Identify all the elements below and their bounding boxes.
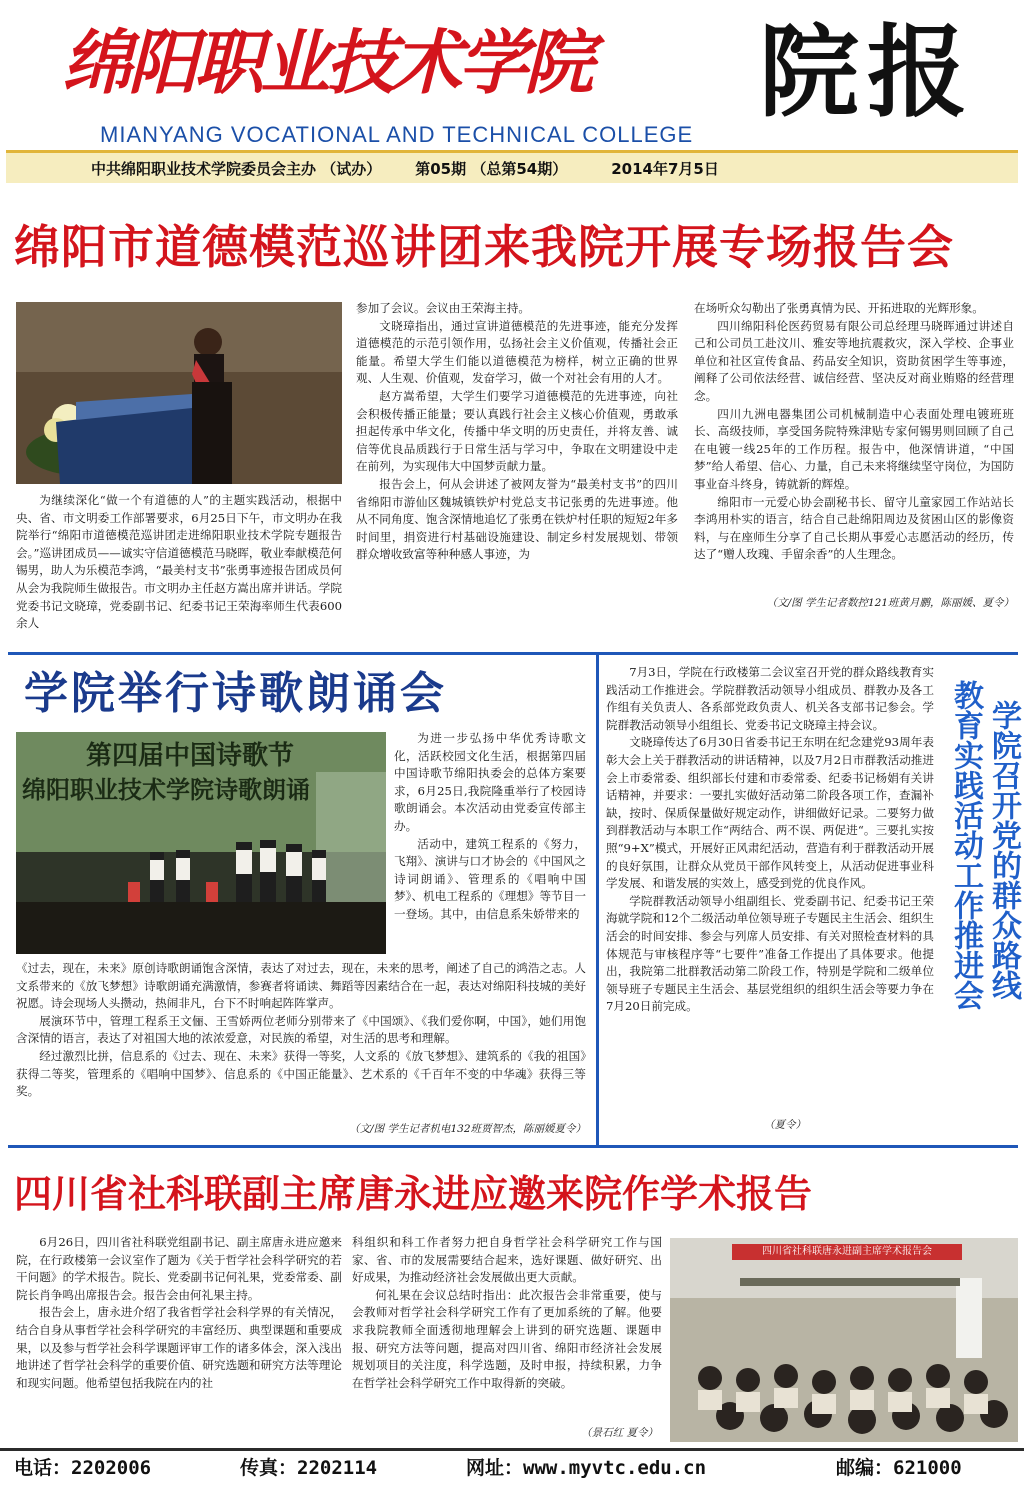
issue-number: 第05期 （总第54期）	[415, 159, 568, 178]
article1-headline: 绵阳市道德模范巡讲团来我院开展专场报告会	[14, 220, 954, 274]
issue-date: 2014年7月5日	[611, 159, 719, 178]
article3-vertical-title-2: 教育实践活动工作推进会	[948, 680, 983, 1010]
article4-photo	[670, 1238, 1018, 1442]
section-divider-top	[8, 652, 1018, 655]
article4-col1-para-2: 报告会上，唐永进介绍了我省哲学社会科学界的有关情况，结合自身从事哲学社会科学研究的丰富经历、典型课题和重要成果，以及参与哲学社会科学课题评审工作的诸多体会，深入浅出地讲述了哲学社会科学的重要价值、研究选题和研究方法等理论和现实问题。他希望包括我院在内的社	[16, 1305, 342, 1390]
article1-column-1	[16, 492, 342, 652]
article1-column-3	[694, 300, 1014, 590]
photo-banner-festival: 第四届中国诗歌节	[86, 741, 295, 771]
article2-full-para-2: 展演环节中，管理工程系王文俪、王雪娇两位老师分别带来了《中国颂》、《我们爱你啊，中国》，她们用饱含深情的语言，表达了对祖国大地的浓浓爱意，对民族的希望，对生活的思考和理解。	[16, 1013, 586, 1046]
article4-column-1	[16, 1234, 342, 1444]
article4-headline: 四川省社科联副主席唐永进应邀来院作学术报告	[14, 1172, 813, 1216]
article4-col2-para-1: 科组织和科工作者努力把自身哲学社会科学研究工作与国家、省、市的发展需要结合起来，选好课题、做好研究、出好成果，为推动经济社会发展做出更大贡献。	[352, 1235, 662, 1285]
section-divider-bottom	[8, 1145, 1018, 1148]
article2-full-column	[16, 960, 586, 1124]
masthead-newspaper-name: 院报	[759, 14, 975, 131]
article1-col2-para-2: 文晓璋指出，通过宣讲道德模范的先进事迹，能充分发挥道德模范的示范引领作用，弘扬社会主义价值观，传播社会正能量。希望大学生们能以道德模范为榜样，树立正确的世界观、人生观、价值观，发奋学习，做一个对社会有用的人才。	[356, 318, 678, 386]
article3-column	[606, 664, 934, 1108]
article1-col3-para-2: 四川绵阳科伦医药贸易有限公司总经理马晓晖通过讲述自己和公司员工赴汶川、雅安等地抗震救灾，深入学校、企事业单位和社区宣传食品、药品安全知识，资助贫困学生等事迹，阐释了公司依法经营、诚信经营、坚决反对商业贿赂的经营理念。	[694, 318, 1014, 403]
issue-info-bar	[6, 150, 1018, 183]
article3-para-3: 学院群教活动领导小组副组长、党委副书记、纪委书记王荣海就学院和12个二级活动单位领导班子专题民主生活会、组织生活会的时间安排、参会与列席人员安排、有关对照检查材料的具体规范与审核程序等“七要件”准备工作提出了具体要求。他提出，我院第二批群教活动第二阶段工作，特别是学院和二级单位领导班子专题民主生活会、基层党组织的组织生活会等要力争在7月20日前完成。	[606, 893, 934, 1014]
article4-column-2	[352, 1234, 662, 1422]
article1-column-2	[356, 300, 678, 638]
photo-banner-college: 绵阳职业技术学院诗歌朗诵	[22, 775, 310, 804]
article2-headline: 学院举行诗歌朗诵会	[24, 668, 447, 719]
article1-col3-para-1: 在场听众勾勒出了张勇真情为民、开拓进取的光辉形象。	[694, 301, 984, 315]
footer-contact-bar	[0, 1448, 1024, 1488]
article4-col2-para-2: 何礼果在会议总结时指出：此次报告会非常重要，使与会教师对哲学社会科学研究工作有了更加系统的了解。他要求我院教师全面透彻地理解会上讲到的研究选题、课题申报、研究方法等问题，提高对四川省、绵阳市经济社会发展规划项目的关注度，科学选题，及时申报，持续积累，力争在哲学社会科学研究工作中取得新的突破。	[352, 1287, 662, 1390]
article3-para-1: 7月3日，学院在行政楼第二会议室召开党的群众路线教育实践活动工作推进会。学院群教活动领导小组成员、群教办及各工作组有关负责人、各系部党政负责人、机关各支部书记参会。学院群教活动领导小组组长、党委书记文晓璋主持会议。	[606, 665, 934, 732]
article1-col3-para-3: 四川九洲电器集团公司机械制造中心表面处理电镀班班长、高级技师，享受国务院特殊津贴专家何锡男则回顾了自己在电镀一线25年的工作历程。报告中，他深情讲道，“中国梦”给人希望、信心、力量，自己未来将继续坚守岗位，为国防事业奋斗终身，铸就新的辉煌。	[694, 406, 1014, 491]
article2-credit: （文/图 学生记者机电132班贾智杰，陈丽媛夏令）	[349, 1123, 586, 1135]
article3-credit: （夏令）	[764, 1119, 806, 1131]
article4-credit: （景石红 夏令）	[581, 1427, 658, 1439]
article1-photo	[16, 302, 342, 484]
article2-side-para-1: 为进一步弘扬中华优秀诗歌文化，活跃校园文化生活，根据第四届中国诗歌节绵阳执委会的总体方案要求，6月25日,我院隆重举行了校园诗歌朗诵会。本次活动由党委宣传部主办。	[394, 731, 586, 833]
article2-side-column	[394, 730, 586, 958]
masthead-calligraphy-title: 绵阳职业技术学院	[62, 21, 590, 104]
footer-fax: 传真：2202114	[240, 1457, 378, 1479]
footer-phone: 电话：2202006	[14, 1457, 152, 1479]
photo-banner-lecture: 四川省社科联唐永进副主席学术报告会	[732, 1244, 962, 1260]
footer-postcode: 邮编：621000	[836, 1457, 962, 1479]
article2-full-para-1: 《过去，现在，未来》原创诗歌朗诵饱含深情，表达了对过去，现在，未来的思考，阐述了自己的鸿浩之志。人文系带来的《放飞梦想》诗歌朗诵充满激情，参赛者将诵读、舞蹈等因素结合在一起，表达对绵阳科技城的美好祝愿。诗会现场人头攒动，热闹非凡，台下不时响起阵阵掌声。	[16, 961, 586, 1011]
article2-photo	[16, 732, 386, 954]
article3-vertical-title-1: 学院召开党的群众路线	[986, 700, 1021, 1000]
article4-col1-para-1: 6月26日，四川省社科联党组副书记、副主席唐永进应邀来院，在行政楼第一会议室作了题为《关于哲学社会科学研究的若干问题》的学术报告。院长、党委副书记何礼果，党委常委、副院长肖争鸣出席报告会。报告会由何礼果主持。	[16, 1235, 342, 1302]
article2-full-para-3: 经过激烈比拼，信息系的《过去、现在、未来》获得一等奖，人文系的《放飞梦想》、建筑系的《我的祖国》获得二等奖，管理系的《唱响中国梦》、信息系的《中国正能量》、艺术系的《千百年不变的中华魂》获得三等奖。	[16, 1048, 586, 1099]
article1-col2-para-3: 赵方嵩希望，大学生们要学习道德模范的先进事迹，向社会积极传播正能量；要认真践行社会主义核心价值观，勇敢承担起传承中华文化，传播中华文明的历史责任，并将友善、诚信等优良品质践行于日常生活与学习中，争取在文明建设中走在前列，为实现伟大中国梦贡献力量。	[356, 388, 678, 474]
speaker-at-podium-image	[16, 302, 342, 484]
article1-credit: （文/图 学生记者数控121班黄月鹏，陈丽媛、夏令）	[766, 597, 1014, 609]
article1-col1-para-1: 为继续深化“做一个有道德的人”的主题实践活动，根据中央、省、市文明委工作部署要求，6月25日下午，市文明办在我院举行“绵阳市道德模范巡讲团走进绵阳职业技术学院专题报告会。”巡讲团成员——诚实守信道德模范马晓晖，敬业奉献模范何锡男，助人为乐模范李鸿，“最美村支书”张勇事迹报告团成员何从会为我院师生做报告。市文明办主任赵方嵩出席并讲话。学院党委书记文晓璋，党委副书记、纪委书记王荣海率师生代表600余人	[16, 493, 342, 631]
article1-col3-para-4: 绵阳市一元爱心协会副秘书长、留守儿童家园工作站站长李鸿用朴实的语言，结合自己赴绵阳周边及贫困山区的影像资料，与在座师生分享了自己长期从事爱心志愿活动的经历，传达了“赠人玫瑰、手留余香”的人生理念。	[694, 494, 1014, 562]
footer-website: 网址：www.myvtc.edu.cn	[466, 1457, 707, 1479]
lecture-hall-image	[670, 1238, 1018, 1442]
article3-para-2: 文晓璋传达了6月30日省委书记王东明在纪念建党93周年表彰大会上关于群教活动的讲话精神，以及7月2日市群教活动推进会上市委常委、组织部长付建和市委常委、纪委书记杨娟有关讲话精神，并要求：一要扎实做好活动第二阶段各项工作，查漏补缺，按时、保质保量做好规定动作，讲细做好记录。二要努力做到群教活动与本职工作“两结合、两不误、两促进“。三要扎实按照“9+X”模式，开展好正风肃纪活动，营造有利于群教活动开展的良好氛围，让群众从党员干部作风转变上，从活动促进事业科学发展、和谐发展的实效上，感受到党的优良作风。	[606, 735, 934, 891]
sponsor-text: 中共绵阳职业技术学院委员会主办 （试办）	[91, 159, 382, 178]
article2-side-para-2: 活动中，建筑工程系的《努力，飞翔》、演讲与口才协会的《中国风之诗词朗诵》、管理系的《唱响中国梦》、机电工程系的《理想》等节目一一登场。其中，由信息系朱娇带来的	[394, 836, 586, 921]
article1-col2-para-1: 参加了会议。会议由王荣海主持。	[356, 301, 530, 315]
section-divider-vertical	[596, 655, 599, 1145]
article1-col2-para-4: 报告会上，何从会讲述了被网友誉为“最美村支书”的四川省绵阳市游仙区魏城镇铁炉村党总支书记张勇的先进事迹。他从不同角度、饱含深情地追忆了张勇在铁炉村任职的短短2年多时间里，捐资进行村基础设施建设、制定乡村发展规划、带领群众增收致富等种种感人事迹，为	[356, 476, 678, 562]
masthead-english-name: MIANYANG VOCATIONAL AND TECHNICAL COLLEGE	[100, 122, 694, 147]
